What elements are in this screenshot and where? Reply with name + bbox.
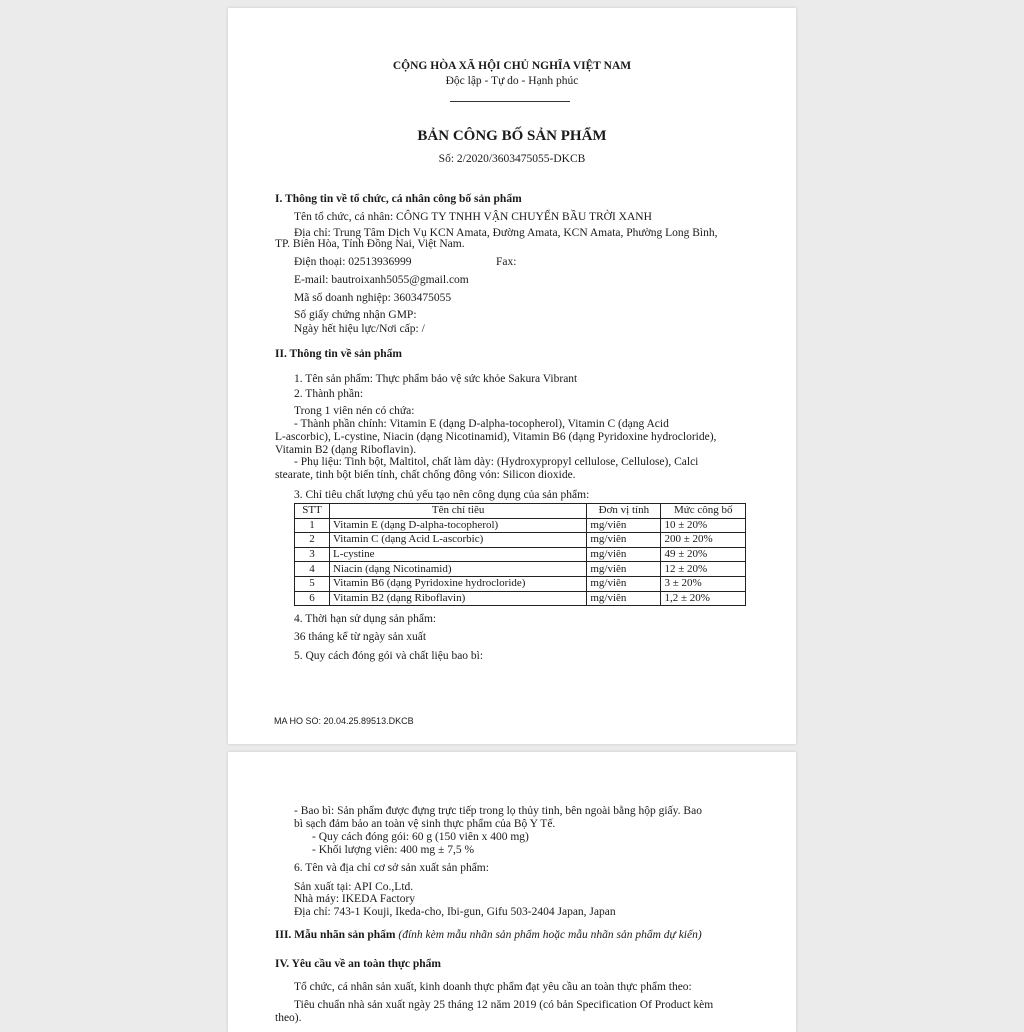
table-cell: Vitamin B2 (dạng Riboflavin) — [330, 591, 587, 606]
table-cell: mg/viên — [587, 518, 661, 533]
shelf-life-label: 4. Thời hạn sử dụng sản phẩm: — [294, 613, 437, 625]
column-header: STT — [295, 504, 330, 519]
column-header: Tên chỉ tiêu — [330, 504, 587, 519]
excipients-line-1: - Phụ liệu: Tinh bột, Maltitol, chất làm dày: (Hydroxypropyl cellulose, Cellulose), Calci — [294, 456, 699, 468]
table-cell: 5 — [295, 576, 330, 591]
tablet-weight: - Khối lượng viên: 400 mg ± 7,5 % — [312, 844, 475, 856]
table-row — [295, 576, 746, 591]
table-cell: 10 ± 20% — [661, 518, 746, 533]
main-ingredients-line-1: - Thành phần chính: Vitamin E (dạng D-alpha-tocopherol), Vitamin C (dạng Acid — [294, 418, 669, 430]
header-motto: Độc lập - Tự do - Hạnh phúc — [445, 75, 579, 87]
business-code: Mã số doanh nghiệp: 3603475055 — [294, 292, 452, 304]
table-header-row — [295, 504, 746, 519]
table-cell: Vitamin E (dạng D-alpha-tocopherol) — [330, 518, 587, 533]
table-row — [295, 518, 746, 533]
table-cell: 12 ± 20% — [661, 562, 746, 577]
column-header: Mức công bố — [661, 504, 746, 519]
table-cell: Niacin (dạng Nicotinamid) — [330, 562, 587, 577]
header-country: CỘNG HÒA XÃ HỘI CHỦ NGHĨA VIỆT NAM — [392, 60, 632, 72]
org-fax: Fax: — [496, 256, 517, 268]
standard-line-1: Tiêu chuẩn nhà sản xuất ngày 25 tháng 12 năm 2019 (có bản Specification Of Product kèm — [294, 999, 714, 1011]
per-tablet-label: Trong 1 viên nén có chứa: — [294, 405, 415, 417]
shelf-life-value: 36 tháng kể từ ngày sản xuất — [294, 631, 427, 643]
table-cell: mg/viên — [587, 576, 661, 591]
section-3-heading-line — [275, 928, 702, 942]
main-ingredients-line-2: L-ascorbic), L-cystine, Niacin (dạng Nicotinamid), Vitamin B6 (dạng Pyridoxine hydrocloride), — [275, 431, 717, 443]
factory-address: Địa chỉ: 743-1 Kouji, Ikeda-cho, Ibi-gun, Gifu 503-2404 Japan, Japan — [294, 906, 616, 918]
packaging-line-1: - Bao bì: Sản phẩm được đựng trực tiếp trong lọ thủy tinh, bên ngoài bằng hộp giấy. Bao — [294, 805, 702, 817]
packaging-label: 5. Quy cách đóng gói và chất liệu bao bì: — [294, 650, 484, 662]
column-header: Đơn vị tính — [587, 504, 661, 519]
document-page-1 — [228, 8, 796, 744]
table-cell: Vitamin B6 (dạng Pyridoxine hydrocloride) — [330, 576, 587, 591]
manufacturer-name: Sản xuất tại: API Co.,Ltd. — [294, 881, 414, 893]
table-cell: L-cystine — [330, 547, 587, 562]
table-cell: 4 — [295, 562, 330, 577]
section-3-heading: III. Mẫu nhãn sản phẩm — [275, 929, 396, 941]
expiry-issuer: Ngày hết hiệu lực/Nơi cấp: / — [294, 323, 425, 335]
table-cell: 1,2 ± 20% — [661, 591, 746, 606]
quality-criteria-label: 3. Chỉ tiêu chất lượng chủ yếu tạo nên công dụng của sản phẩm: — [294, 489, 590, 501]
table-row — [295, 533, 746, 548]
product-name: 1. Tên sản phẩm: Thực phẩm bảo vệ sức khỏe Sakura Vibrant — [294, 373, 578, 385]
manufacturer-label: 6. Tên và địa chỉ cơ sở sản xuất sản phẩm: — [294, 862, 489, 874]
table-cell: Vitamin C (dạng Acid L-ascorbic) — [330, 533, 587, 548]
table-cell: mg/viên — [587, 533, 661, 548]
table-cell: 49 ± 20% — [661, 547, 746, 562]
table-row — [295, 591, 746, 606]
org-address-line-1: Địa chỉ: Trung Tâm Dịch Vụ KCN Amata, Đường Amata, KCN Amata, Phường Long Bình, — [294, 227, 718, 239]
table-row — [295, 562, 746, 577]
table-cell: mg/viên — [587, 562, 661, 577]
document-title: BẢN CÔNG BỐ SẢN PHẨM — [417, 128, 607, 144]
section-3-note: (đính kèm mẫu nhãn sản phẩm hoặc mẫu nhãn sản phẩm dự kiến) — [398, 929, 702, 941]
table-cell: mg/viên — [587, 591, 661, 606]
org-email: E-mail: bautroixanh5055@gmail.com — [294, 274, 469, 286]
table-cell: 3 ± 20% — [661, 576, 746, 591]
org-name: Tên tổ chức, cá nhân: CÔNG TY TNHH VẬN CHUYỂN BẦU TRỜI XANH — [294, 211, 652, 223]
packaging-line-2: bì sạch đảm bảo an toàn vệ sinh thực phẩm của Bộ Y Tế. — [294, 818, 556, 830]
header-divider — [450, 101, 570, 102]
org-phone: Điện thoại: 02513936999 — [294, 256, 412, 268]
section-1-heading: I. Thông tin về tổ chức, cá nhân công bố sản phẩm — [275, 193, 522, 205]
standard-line-2: theo). — [275, 1012, 302, 1024]
table-cell: 200 ± 20% — [661, 533, 746, 548]
table-cell: 2 — [295, 533, 330, 548]
section-4-heading: IV. Yêu cầu về an toàn thực phẩm — [275, 958, 442, 970]
quality-spec-table — [294, 503, 746, 606]
table-cell: 6 — [295, 591, 330, 606]
table-row — [295, 547, 746, 562]
footer-file-code: MA HO SO: 20.04.25.89513.DKCB — [274, 716, 414, 726]
table-cell: 3 — [295, 547, 330, 562]
gmp-certificate: Số giấy chứng nhận GMP: — [294, 309, 417, 321]
table-cell: mg/viên — [587, 547, 661, 562]
pack-spec: - Quy cách đóng gói: 60 g (150 viên x 400 mg) — [312, 831, 529, 843]
ingredients-label: 2. Thành phần: — [294, 388, 364, 400]
section-2-heading: II. Thông tin về sản phẩm — [275, 348, 402, 360]
table-cell: 1 — [295, 518, 330, 533]
factory-name: Nhà máy: IKEDA Factory — [294, 893, 416, 905]
safety-requirement-text: Tổ chức, cá nhân sản xuất, kinh doanh thực phẩm đạt yêu cầu an toàn thực phẩm theo: — [294, 981, 692, 993]
document-page-2 — [228, 752, 796, 1032]
org-address-line-2: TP. Biên Hòa, Tỉnh Đồng Nai, Việt Nam. — [275, 238, 465, 250]
excipients-line-2: stearate, tinh bột biến tính, chất chống đông vón: Silicon dioxide. — [275, 469, 576, 481]
main-ingredients-line-3: Vitamin B2 (dạng Riboflavin). — [275, 444, 417, 456]
document-number: Số: 2/2020/3603475055-DKCB — [438, 153, 586, 165]
